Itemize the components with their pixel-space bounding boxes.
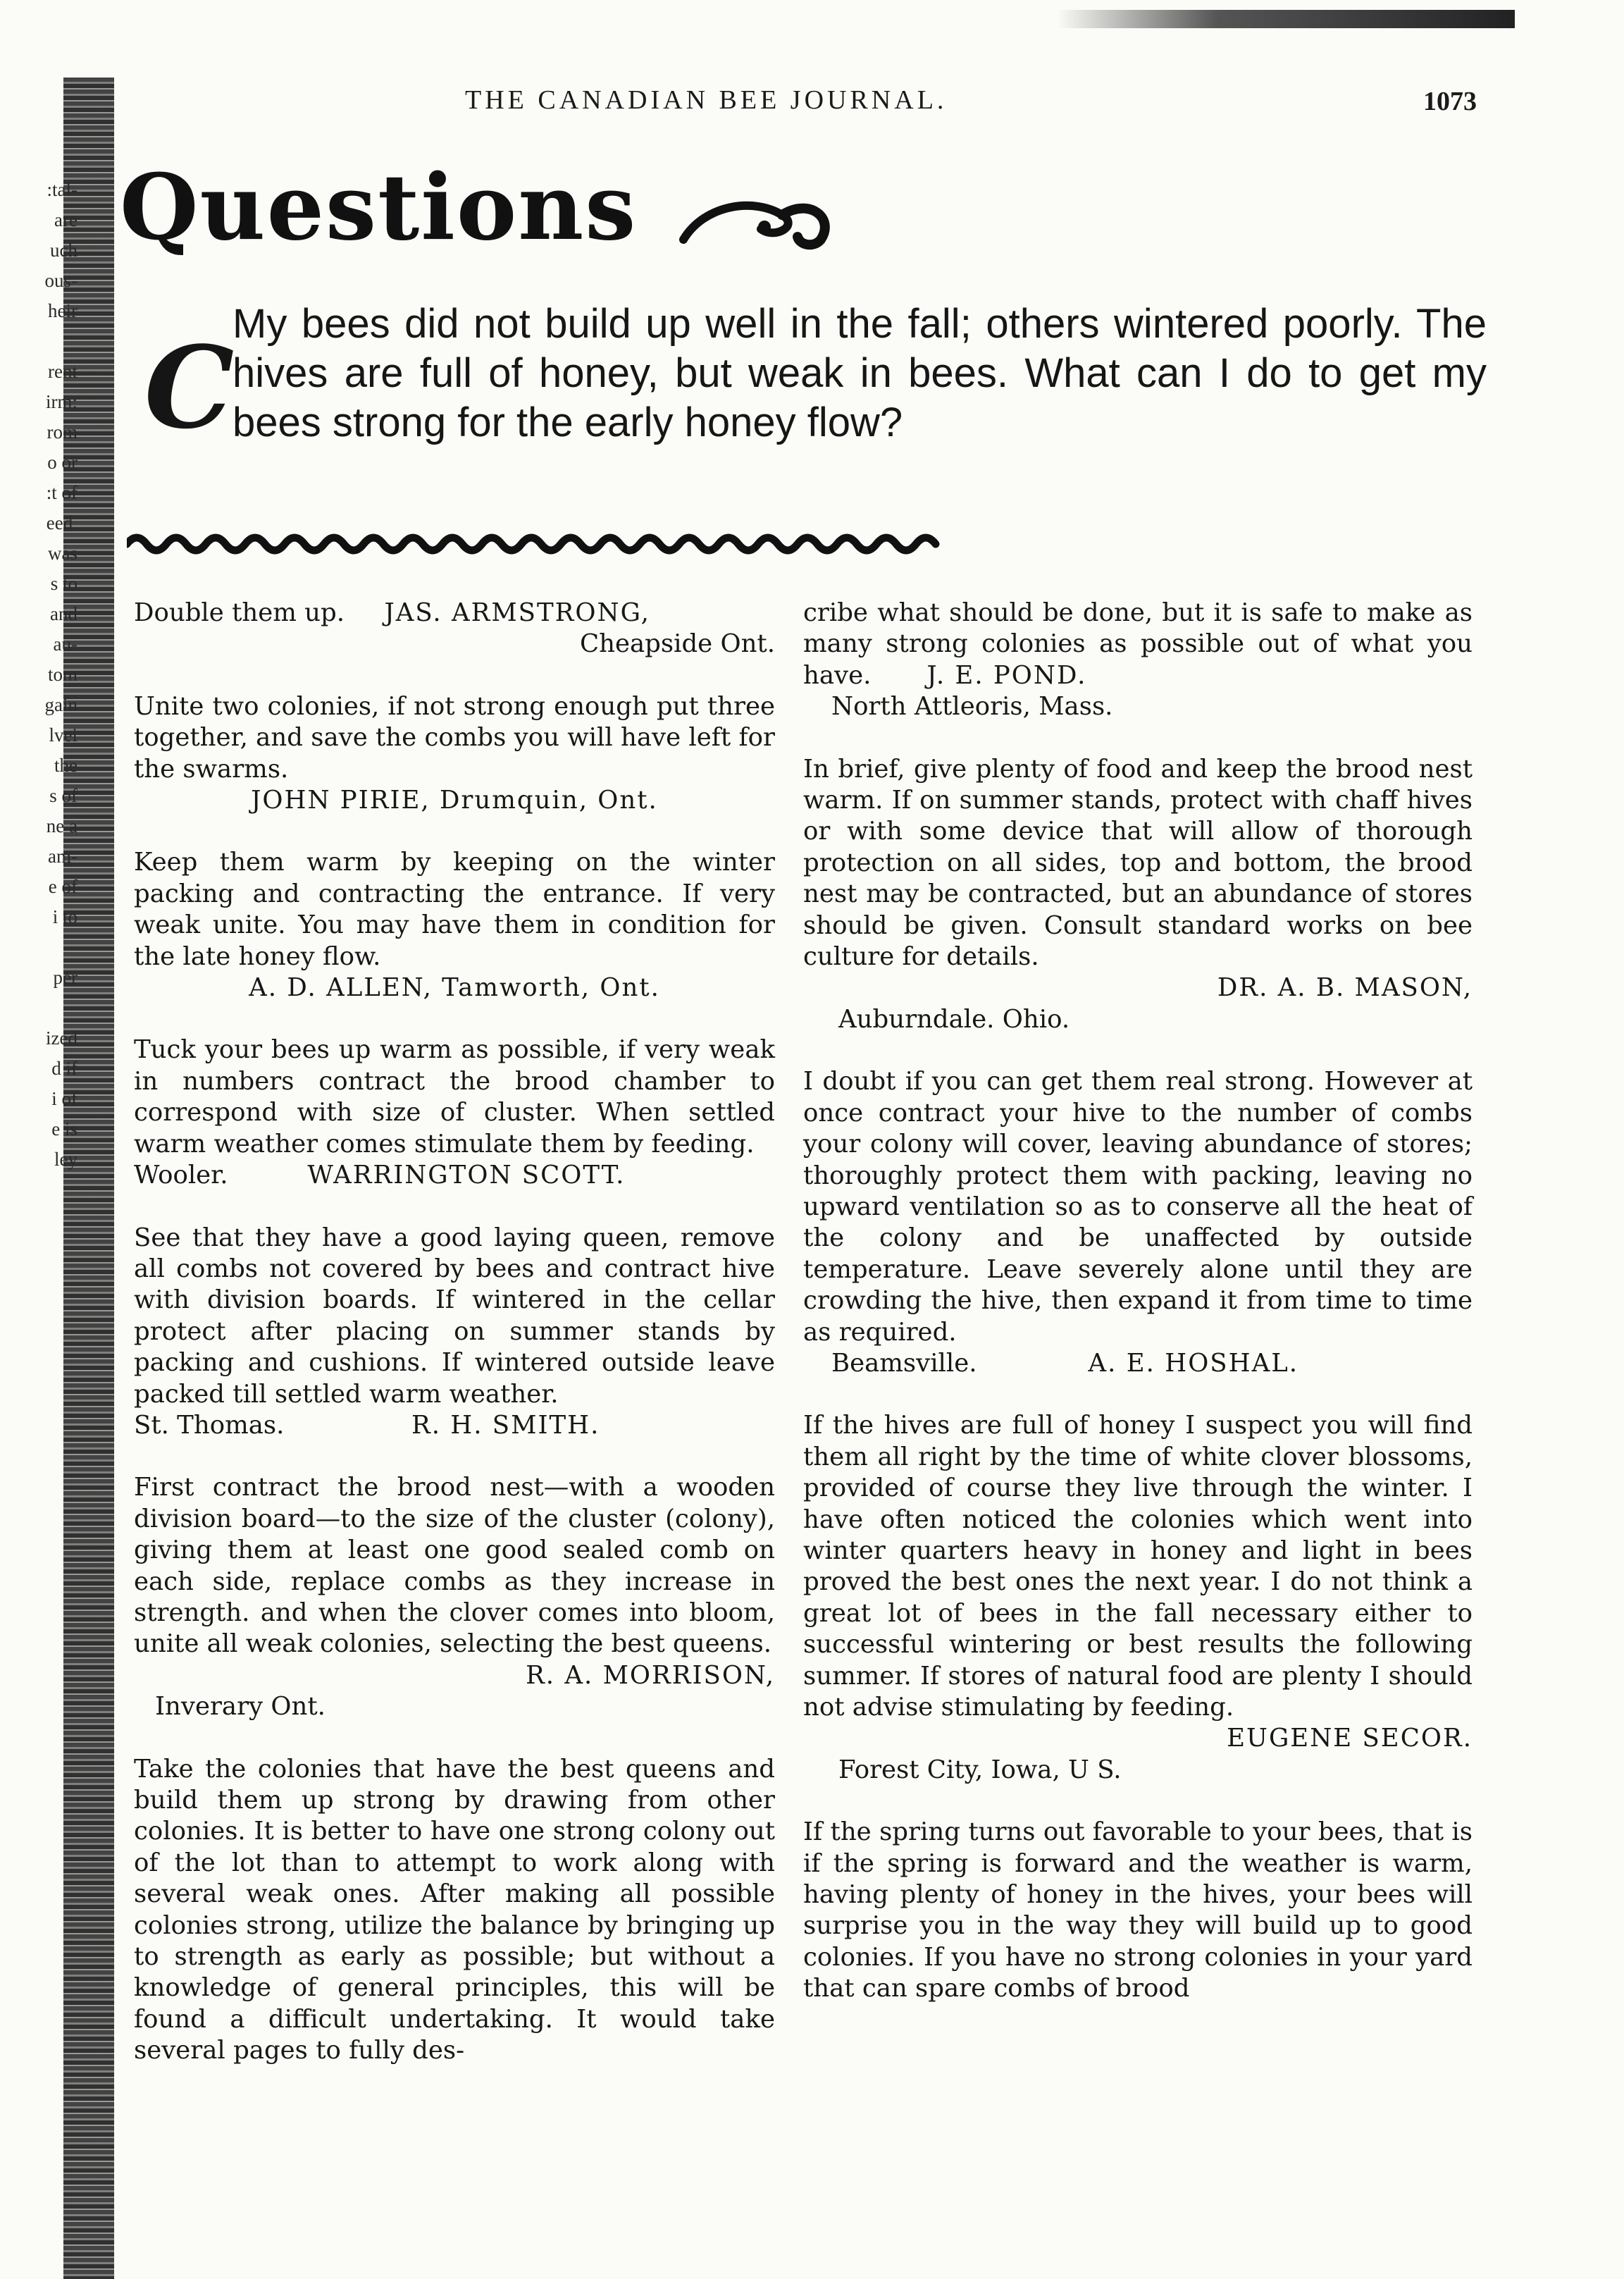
gutter-line: uch	[50, 240, 78, 261]
question-initial-ornament: C	[144, 321, 235, 454]
answer-pirie	[134, 691, 775, 817]
author-place: Wooler.	[134, 1161, 228, 1190]
author-signature: A. D. ALLEN, Tamworth, Ont.	[249, 973, 660, 1003]
answer-mason	[803, 754, 1473, 1036]
gutter-line: d if	[51, 1058, 78, 1079]
gutter-line: ous-	[44, 270, 78, 291]
ornamental-divider	[127, 530, 944, 558]
author-place: Inverary Ont.	[155, 1692, 326, 1722]
author-name: J. E. POND.	[926, 660, 1087, 690]
running-header: THE CANADIAN BEE JOURNAL.	[465, 85, 948, 115]
gutter-line: s of	[49, 785, 78, 806]
answer-pond	[803, 598, 1473, 723]
answer-armstrong	[134, 598, 775, 660]
gutter-line: ne a	[46, 815, 78, 836]
gutter-line: per	[53, 967, 78, 988]
author-name: EUGENE SECOR.	[1227, 1724, 1473, 1753]
gutter-line: s to	[50, 573, 78, 594]
gutter-line: au-	[53, 634, 78, 655]
answer-text: If the hives are full of honey I suspect you will find them all right by the time of white clover blossoms, provided of course they live through the winter. I have often noticed the colonies which went into winter quarters heavy in honey and light in bees proved the best ones the next year. I do not think a great lot of bees in the fall necessary either to successful wintering or best results the following summer. If stores of natural food are plenty I should not advise stimulating by feeding.	[803, 1411, 1473, 1722]
answer-scott	[134, 1034, 775, 1191]
answer-text: Keep them warm by keeping on the winter packing and contracting the entrance. If very weak unite. You may have them in condition for the late honey flow.	[134, 848, 775, 971]
answer-text: Tuck your bees up warm as possible, if very weak in numbers contract the brood chamber to correspond with size of cluster. When settled warm weather comes stimulate them by feeding.	[134, 1035, 775, 1159]
scan-edge-bar	[1057, 10, 1515, 28]
gutter-line: the	[54, 755, 78, 776]
gutter-line	[0, 932, 78, 963]
answer-text: I doubt if you can get them real strong. However at once contract your hive to the number of combs your colony will cover, leaving abundance of stores; thoroughly protect them with packing, leaving no upward ventilation so as to conserve all the heat of the colony and be unaffected by outside temperature. Leave severely alone until they are crowding the hive, then expand it from time to time as required.	[803, 1067, 1473, 1347]
question-text: My bees did not build up well in the fall; others wintered poorly. The hives are full of honey, but weak in bees. What can I do to get my bees strong for the early honey flow?	[233, 301, 1487, 445]
answer-allen	[134, 847, 775, 1003]
answer-text: Double them up.	[134, 598, 345, 627]
answer-secor	[803, 1410, 1473, 1786]
left-column	[134, 598, 775, 2067]
author-name: A. E. HOSHAL.	[1088, 1348, 1299, 1378]
gutter-line: ized	[46, 1027, 78, 1049]
answer-hoshal	[803, 1066, 1473, 1379]
right-column	[803, 598, 1473, 2005]
answer-smith	[134, 1223, 775, 1442]
section-title: Questions	[120, 155, 638, 261]
author-place: Forest City, Iowa, U S.	[838, 1755, 1122, 1784]
page-number: 1073	[1423, 87, 1477, 116]
gutter-line: heir	[48, 300, 78, 321]
gutter-line: i of	[51, 1088, 78, 1109]
gutter-line: rent	[48, 361, 78, 382]
gutter-line: tom	[47, 664, 78, 685]
answer-text: See that they have a good laying queen, remove all combs not covered by bees and contract hive with division boards. If wintered in the cellar protect after placing on summer stands by packing and cushions. If wintered outside leave packed till settled warm weather.	[134, 1223, 775, 1409]
gutter-line: am-	[48, 846, 78, 867]
author-place: North Attleoris, Mass.	[831, 692, 1113, 722]
gutter-line: e of	[48, 876, 78, 897]
author-place: St. Thomas.	[134, 1410, 285, 1440]
answer-text: First contract the brood nest—with a wooden division board—to the size of the cluster (colony), giving them at least one good sealed comb on each side, replace combs as they increase in strength. and when the clover comes into bloom, unite all weak colonies, selecting the best queens.	[134, 1473, 775, 1659]
author-signature: JOHN PIRIE, Drumquin, Ont.	[251, 786, 658, 815]
author-place: Cheapside Ont.	[579, 629, 775, 659]
gutter-line: and	[50, 603, 78, 624]
gutter-fragments	[0, 175, 78, 1175]
author-name: JAS. ARMSTRONG,	[384, 598, 650, 627]
gutter-line: ley	[54, 1149, 78, 1170]
answer-text: In brief, give plenty of food and keep the brood nest warm. If on summer stands, protect with chaff hives or with some device that will allow of thorough protection on all sides, top and bottom, the brood nest may be contracted, but an abundance of stores should be given. Consult standard works on bee culture for details.	[803, 754, 1473, 972]
author-name: WARRINGTON SCOTT.	[307, 1161, 626, 1190]
gutter-line: eed.	[46, 512, 78, 533]
answer-text: Unite two colonies, if not strong enough put three together, and save the combs you will have left for the swarms.	[134, 691, 775, 784]
author-place: Beamsville.	[831, 1348, 977, 1378]
gutter-line: gain	[44, 694, 78, 715]
answer-unsigned-continued	[134, 1754, 775, 2067]
author-name: DR. A. B. MASON,	[1217, 973, 1473, 1003]
gutter-line: rom	[47, 421, 78, 443]
gutter-line: :tal-	[47, 179, 78, 200]
answer-morrison	[134, 1472, 775, 1722]
gutter-line: :t of	[46, 482, 78, 503]
answer-text: Take the colonies that have the best queens and build them up strong by drawing from other colonies. It is better to have one strong colony out of the lot than to attempt to work along with several weak ones. After making all possible colonies strong, utilize the balance by bringing up to strength as early as possible; but without a knowledge of general principles, this will be found a difficult undertaking. It would take several pages to fully des-	[134, 1754, 775, 2065]
gutter-line: e is	[51, 1118, 78, 1140]
author-name: R. H. SMITH.	[411, 1410, 600, 1440]
gutter-line: are	[54, 209, 78, 230]
gutter-line: o or	[47, 452, 78, 473]
author-place: Auburndale. Ohio.	[838, 1004, 1070, 1034]
gutter-line: was	[48, 543, 78, 564]
gutter-line	[0, 993, 78, 1023]
title-flourish-ornament	[676, 190, 838, 254]
author-name: R. A. MORRISON,	[526, 1660, 775, 1690]
gutter-line	[0, 326, 78, 357]
answer-unsigned-spring	[803, 1817, 1473, 2004]
gutter-line: irm;	[46, 391, 78, 412]
answer-text: If the spring turns out favorable to your bees, that is if the spring is forward and the weather is warm, having plenty of honey in the hives, your bees will surprise you in the way they will build up to good colonies. If you have no strong colonies in your yard that can spare combs of brood	[803, 1817, 1473, 2003]
answer-text: cribe what should be done, but it is safe to make as many strong colonies as possible out of what you have.	[803, 598, 1473, 690]
gutter-line: lvei	[49, 724, 78, 746]
gutter-line: i to	[52, 906, 78, 927]
